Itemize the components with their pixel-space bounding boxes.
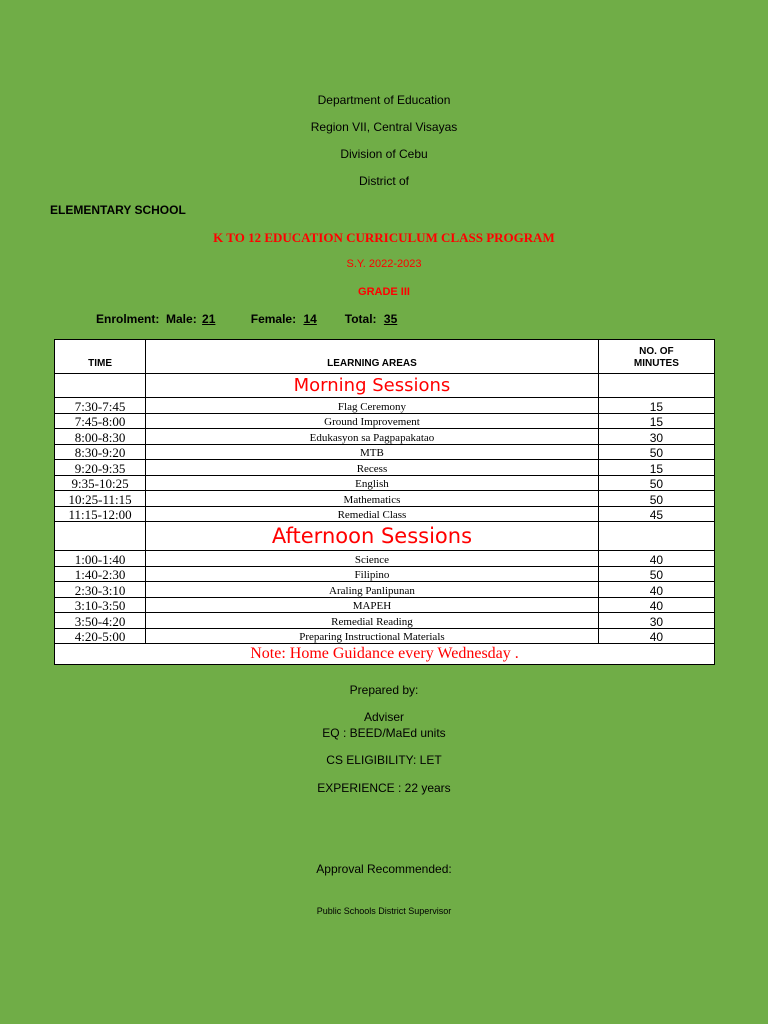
afternoon-session-row [55, 522, 715, 551]
time-cell: 8:30-9:20 [55, 444, 146, 460]
cs-eligibility: CS ELIGIBILITY: LET [326, 753, 442, 767]
time-cell: 11:15-12:00 [55, 506, 146, 522]
learning-area-cell: Remedial Class [146, 506, 599, 522]
district-supervisor: Public Schools District Supervisor [316, 906, 452, 916]
learning-area-cell: Ground Improvement [146, 413, 599, 429]
school-year: S.Y. 2022-2023 [346, 258, 422, 270]
learning-area-cell: Remedial Reading [146, 613, 599, 629]
table-row [55, 597, 715, 613]
header-minutes-line2: MINUTES [633, 358, 679, 369]
time-cell: 2:30-3:10 [55, 582, 146, 598]
table-row [55, 628, 715, 644]
prepared-by: Prepared by: [349, 683, 419, 697]
minutes-cell: 40 [598, 628, 714, 644]
time-cell: 1:00-1:40 [55, 551, 146, 567]
table-row [55, 429, 715, 445]
learning-area-cell: Flag Ceremony [146, 398, 599, 414]
male-count: 21 [202, 312, 216, 326]
learning-area-cell: English [146, 475, 599, 491]
table-row [55, 613, 715, 629]
time-cell: 4:20-5:00 [55, 628, 146, 644]
male-label: Male: [166, 312, 197, 326]
school-name: ELEMENTARY SCHOOL [50, 203, 186, 217]
minutes-cell: 30 [598, 429, 714, 445]
experience-line: EXPERIENCE : 22 years [317, 781, 451, 795]
time-cell: 9:35-10:25 [55, 475, 146, 491]
home-guidance-note: Note: Home Guidance every Wednesday . [55, 644, 715, 665]
district-line: District of [358, 174, 409, 188]
header-time: TIME [55, 340, 146, 374]
minutes-cell: 15 [598, 460, 714, 476]
header-minutes-line1: NO. OF [639, 346, 674, 357]
learning-area-cell: Science [146, 551, 599, 567]
morning-rows [55, 398, 715, 522]
table-row [55, 398, 715, 414]
region-line: Region VII, Central Visayas [310, 120, 458, 134]
minutes-cell: 50 [598, 475, 714, 491]
table-row [55, 444, 715, 460]
time-cell: 1:40-2:30 [55, 566, 146, 582]
learning-area-cell: Preparing Instructional Materials [146, 628, 599, 644]
morning-session-label: Morning Sessions [293, 374, 451, 396]
minutes-cell: 40 [598, 597, 714, 613]
class-program-table [54, 339, 715, 665]
table-row [55, 551, 715, 567]
dept-line: Department of Education [317, 93, 451, 107]
learning-area-cell: Recess [146, 460, 599, 476]
minutes-cell: 40 [598, 551, 714, 567]
learning-area-cell: Filipino [146, 566, 599, 582]
table-row [55, 566, 715, 582]
female-label: Female: [250, 312, 297, 326]
female-count: 14 [303, 312, 317, 326]
minutes-cell: 15 [598, 413, 714, 429]
header-learning-areas: LEARNING AREAS [146, 340, 599, 374]
table-header-row [55, 340, 715, 374]
table-row [55, 491, 715, 507]
learning-area-cell: Edukasyon sa Pagpapakatao [146, 429, 599, 445]
morning-session-row [55, 374, 715, 398]
minutes-cell: 50 [598, 566, 714, 582]
minutes-cell: 50 [598, 444, 714, 460]
adviser-label: Adviser [363, 710, 404, 724]
time-cell: 10:25-11:15 [55, 491, 146, 507]
afternoon-rows [55, 551, 715, 644]
learning-area-cell: MAPEH [146, 597, 599, 613]
afternoon-session-label: Afternoon Sessions [271, 523, 473, 548]
table-row [55, 413, 715, 429]
program-title: K TO 12 EDUCATION CURRICULUM CLASS PROGRAM [213, 230, 555, 245]
time-cell: 7:30-7:45 [55, 398, 146, 414]
learning-area-cell: Mathematics [146, 491, 599, 507]
enrolment-line [96, 312, 397, 326]
total-count: 35 [383, 312, 398, 326]
minutes-cell: 50 [598, 491, 714, 507]
minutes-cell: 45 [598, 506, 714, 522]
note-row [55, 644, 715, 665]
header-minutes [598, 340, 714, 374]
table-row [55, 460, 715, 476]
table-row [55, 582, 715, 598]
eq-line: EQ : BEED/MaEd units [322, 726, 446, 740]
learning-area-cell: MTB [146, 444, 599, 460]
table-row [55, 475, 715, 491]
time-cell: 3:10-3:50 [55, 597, 146, 613]
grade-level: GRADE III [358, 286, 410, 298]
time-cell: 3:50-4:20 [55, 613, 146, 629]
minutes-cell: 30 [598, 613, 714, 629]
time-cell: 7:45-8:00 [55, 413, 146, 429]
minutes-cell: 15 [598, 398, 714, 414]
table-row [55, 506, 715, 522]
minutes-cell: 40 [598, 582, 714, 598]
time-cell: 8:00-8:30 [55, 429, 146, 445]
division-line: Division of Cebu [340, 147, 428, 161]
enrolment-label: Enrolment: [96, 312, 160, 326]
approval-recommended: Approval Recommended: [316, 862, 452, 876]
time-cell: 9:20-9:35 [55, 460, 146, 476]
total-label: Total: [344, 312, 377, 326]
learning-area-cell: Araling Panlipunan [146, 582, 599, 598]
